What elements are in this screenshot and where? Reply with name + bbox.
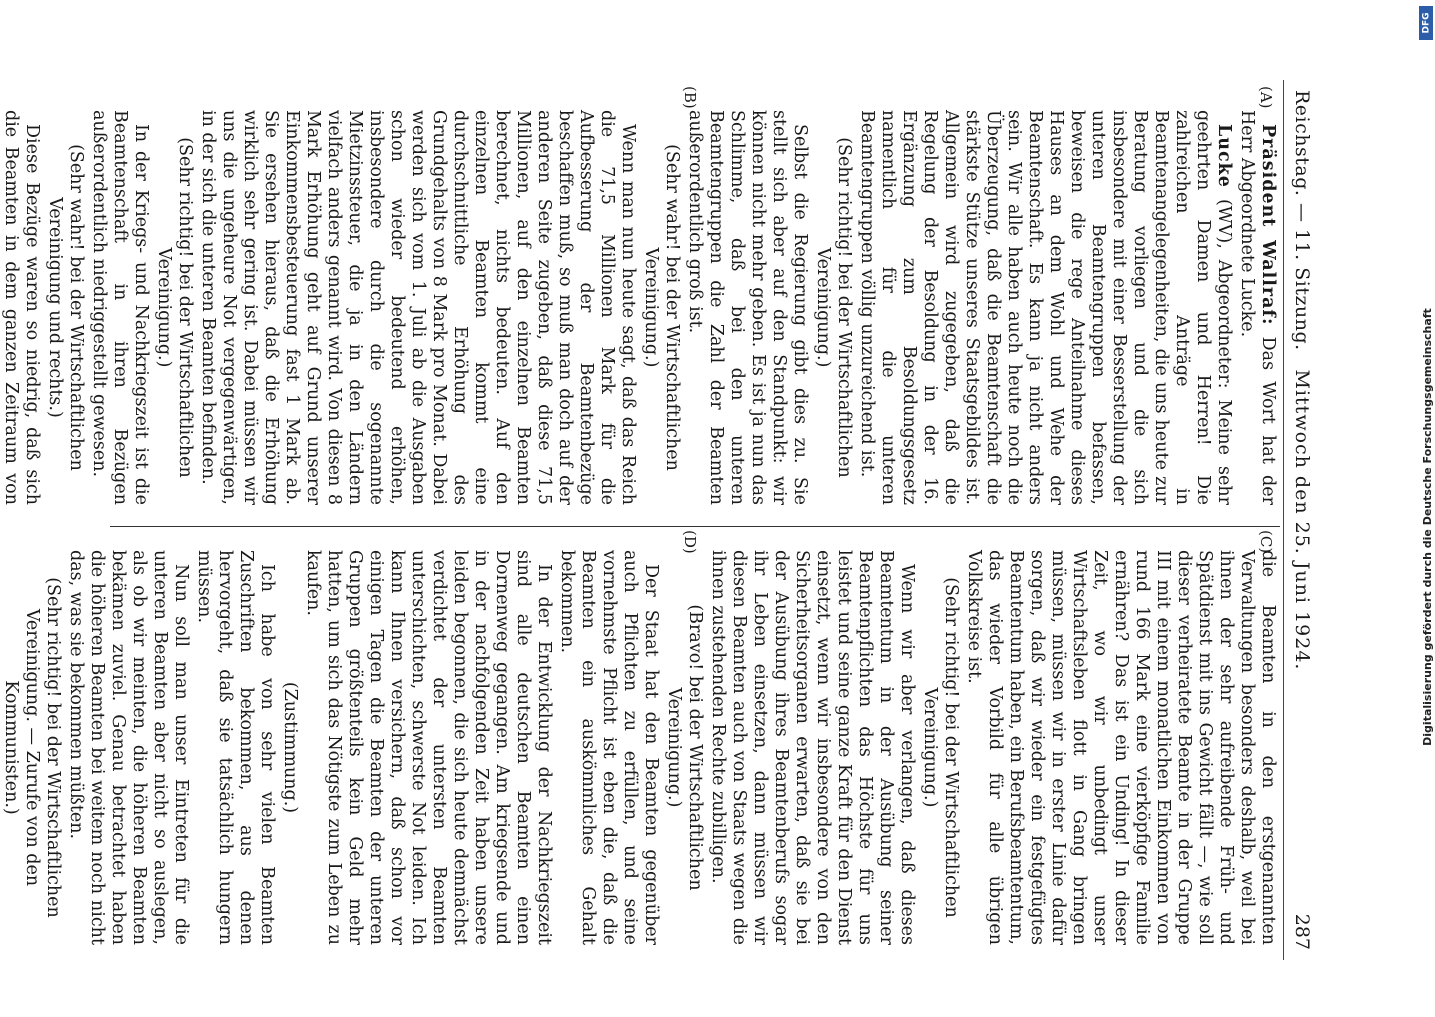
speech-paragraph bbox=[1236, 110, 1278, 505]
page-number: 287 bbox=[1291, 913, 1313, 950]
continued-paragraph: die Beamten in den erstgenannten Verwaltungen besonders deshalb, weil bei ihnen der sehr aufreibende Früh- und Spätdienst mit ins Gewicht fällt —, wie soll dieser verheiratete Beamte in der Gruppe III mit einem monatlichen Einkommen von rund 166 Mark eine vierköpfige Familie ernähren? Das ist ein Unding! In dieser Zeit, wo wir unbedingt unser Wirtschaftsleben flott in Gang bringen müssen, müssen wir in erster Linie dafür sorgen, daß wir wieder ein festgefügtes Beamtentum haben, ein Berufsbeamtentum, das wieder Vorbild für alle übrigen Volkskreise ist. bbox=[964, 550, 1278, 945]
speech-paragraph: In der Kriegs- und Nachkriegszeit ist die Beamtenschaft in ihren Bezügen außerordentlich niedriggestellt gewesen. bbox=[89, 110, 151, 505]
speaker-name: Lucke bbox=[1214, 124, 1234, 188]
interjection: (Sehr richtig! bei der Wirtschaftlichen Vereinigung. — Zurufe von den Kommunisten.) bbox=[1, 577, 63, 918]
speech-paragraph: Wenn man nun heute sagt, daß das Reich die 71,5 Millionen Mark für die Aufbesserung der Beamtenbezüge beschaffen muß, so muß man doch auf der anderen Seite zugeben, daß diese 71,5 Millionen, auf den einzelnen Beamten berechnet, nichts bedeuten. Auf den einzelnen Beamten kommt eine durchschnittliche Erhöhung des Grundgehalts von 8 Mark pro Monat. Dabei werden sich vom 1. Juli ab die Ausgaben schon wieder bedeutend erhöhen, insbesondere durch die sogenannte Mietzinssteuer, die ja in den Ländern vielfach anders genannt wird. Von diesen 8 Mark Erhöhung geht auf Grund unserer Einkommensbesteuerung fast 1 Mark ab. Sie ersehen hieraus, daß die Erhöhung wirklich sehr gering ist. Dabei müssen wir uns die ungeheure Not vergegenwärtigen, in der sich die unteren Beamten befinden. bbox=[198, 110, 638, 505]
margin-mark-d: (D) bbox=[681, 530, 699, 554]
digitization-sidebar bbox=[1418, 0, 1434, 1000]
margin-mark-c: (C) bbox=[1257, 530, 1275, 554]
margin-mark-b: (B) bbox=[681, 86, 699, 109]
interjection: (Sehr richtig! bei der Wirtschaftlichen Vereinigung.) bbox=[154, 137, 195, 478]
speech-paragraph: Ich habe von sehr vielen Beamten Zuschriften bekommen, aus denen hervorgeht, daß sie tatsächlich hungern müssen. bbox=[194, 550, 277, 945]
header-session: Reichstag. — 11. Sitzung. bbox=[1291, 90, 1313, 351]
text-column-right bbox=[1, 550, 1278, 945]
speech-paragraph: Selbst die Regierung gibt dies zu. Sie stellt sich aber auf den Standpunkt: wir können nicht mehr geben. Es ist ja nun das Schlimme, daß bei den unteren Beamtengruppen die Zahl der Beamten außerordentlich groß ist. bbox=[685, 110, 810, 505]
page-header bbox=[1282, 90, 1312, 950]
speech-paragraph: Der Staat hat den Beamten gegenüber auch Pflichten zu erfüllen, und seine vornehmste Pflicht ist eben die, daß die Beamten ein auskömmliches Gehalt bekommen. bbox=[557, 550, 661, 945]
speech-paragraph: In der Entwicklung der Nachkriegszeit sind alle deutschen Beamten einen Dornenweg gegangen. Am kriegsende und in der nachfolgenden Zeit haben unsere leiden begonnen, die sich heute demnächst verdichtet der untersten Beamten unterschichten, schwerste Not leiden. Ich kann Ihnen versichern, daß schon vor einigen Tagen die Beamten der unteren Gruppen größtenteils kein Geld mehr hatten, um sich das Nötigste zum Leben zu kaufen. bbox=[303, 550, 554, 945]
funding-credit: Digitalisierung gefördert durch die Deutsche Forschungsgemeinschaft bbox=[1421, 308, 1434, 746]
dfg-logo bbox=[1419, 6, 1433, 40]
interjection: (Bravo! bei der Wirtschaftlichen Vereinigung.) bbox=[664, 604, 705, 891]
speech-text: (WV), Abgeordneter: Meine sehr geehrten Damen und Herren! Die zahlreichen Anträge in Beamtenangelegenheiten, die uns heute zur Beratung vorliegen und die sich insbesondere mit einer Besserstellung der unteren Beamtengruppen befassen, beweisen die rege Anteilnahme dieses Hauses an dem Wohl und Wehe der Beamtenschaft. Es kann ja nicht anders sein. Wir alle haben auch heute noch die Überzeugung, daß die Beamtenschaft die stärkste Stütze unseres Staatsgebildes ist. Allgemein wird zugegeben, daß die Regelung der Besoldung in der 16. Ergänzung zum Besoldungsgesetz namentlich für die unteren Beamtengruppen völlig unzureichend ist. bbox=[857, 110, 1234, 505]
interjection: (Sehr richtig! bei der Wirtschaftlichen Vereinigung.) bbox=[813, 137, 854, 478]
speech-text: Das Wort hat der Herr Abgeordnete Lucke. bbox=[1237, 110, 1278, 505]
column-divider bbox=[110, 526, 1280, 527]
speech-paragraph: Diese Bezüge waren so niedrig, daß sich die Beamten in dem ganzen Zeitraum von bbox=[1, 110, 42, 505]
interjection: (Sehr richtig! bei der Wirtschaftlichen Vereinigung.) bbox=[920, 577, 961, 918]
dfg-logo-text: DFG bbox=[1421, 12, 1432, 34]
rotated-scan-page bbox=[1, 80, 1320, 960]
header-date: Mittwoch den 25. Juni 1924. bbox=[1291, 369, 1313, 671]
speech-paragraph: Nun soll man unser Eintreten für die unteren Beamten aber nicht so auslegen, als ob wir meinten, die höheren Beamten bekämen zuviel. Genau betrachtet haben die höheren Beamten bei weitem noch nicht das, was sie bekommen müßten. bbox=[66, 550, 191, 945]
speech-paragraph: Wenn wir aber verlangen, daß dieses Beamtentum in der Ausübung seiner Beamtenpflichten das Höchste für uns leistet und seine ganze Kraft für den Dienst einsetzt, wenn wir insbesondere von den Sicherheitsorganen erwarten, daß sie bei der Ausübung ihres Beamtenberufs sogar ihr Leben einsetzen, dann müssen wir diesen Beamten auch von Staats wegen die ihnen zustehenden Rechte zubilligen. bbox=[708, 550, 917, 945]
interjection: (Sehr wahr! bei der Wirtschaftlichen Vereinigung und rechts.) bbox=[45, 144, 86, 471]
text-column-left bbox=[1, 110, 1278, 505]
interjection: (Sehr wahr! bei der Wirtschaftlichen Vereinigung.) bbox=[641, 144, 682, 471]
header-rule bbox=[1283, 80, 1284, 960]
margin-mark-a: (A) bbox=[1257, 86, 1275, 109]
speech-paragraph bbox=[856, 110, 1234, 505]
interjection: (Zustimmung.) bbox=[280, 681, 300, 814]
speaker-name: Präsident Wallraf: bbox=[1258, 124, 1278, 326]
